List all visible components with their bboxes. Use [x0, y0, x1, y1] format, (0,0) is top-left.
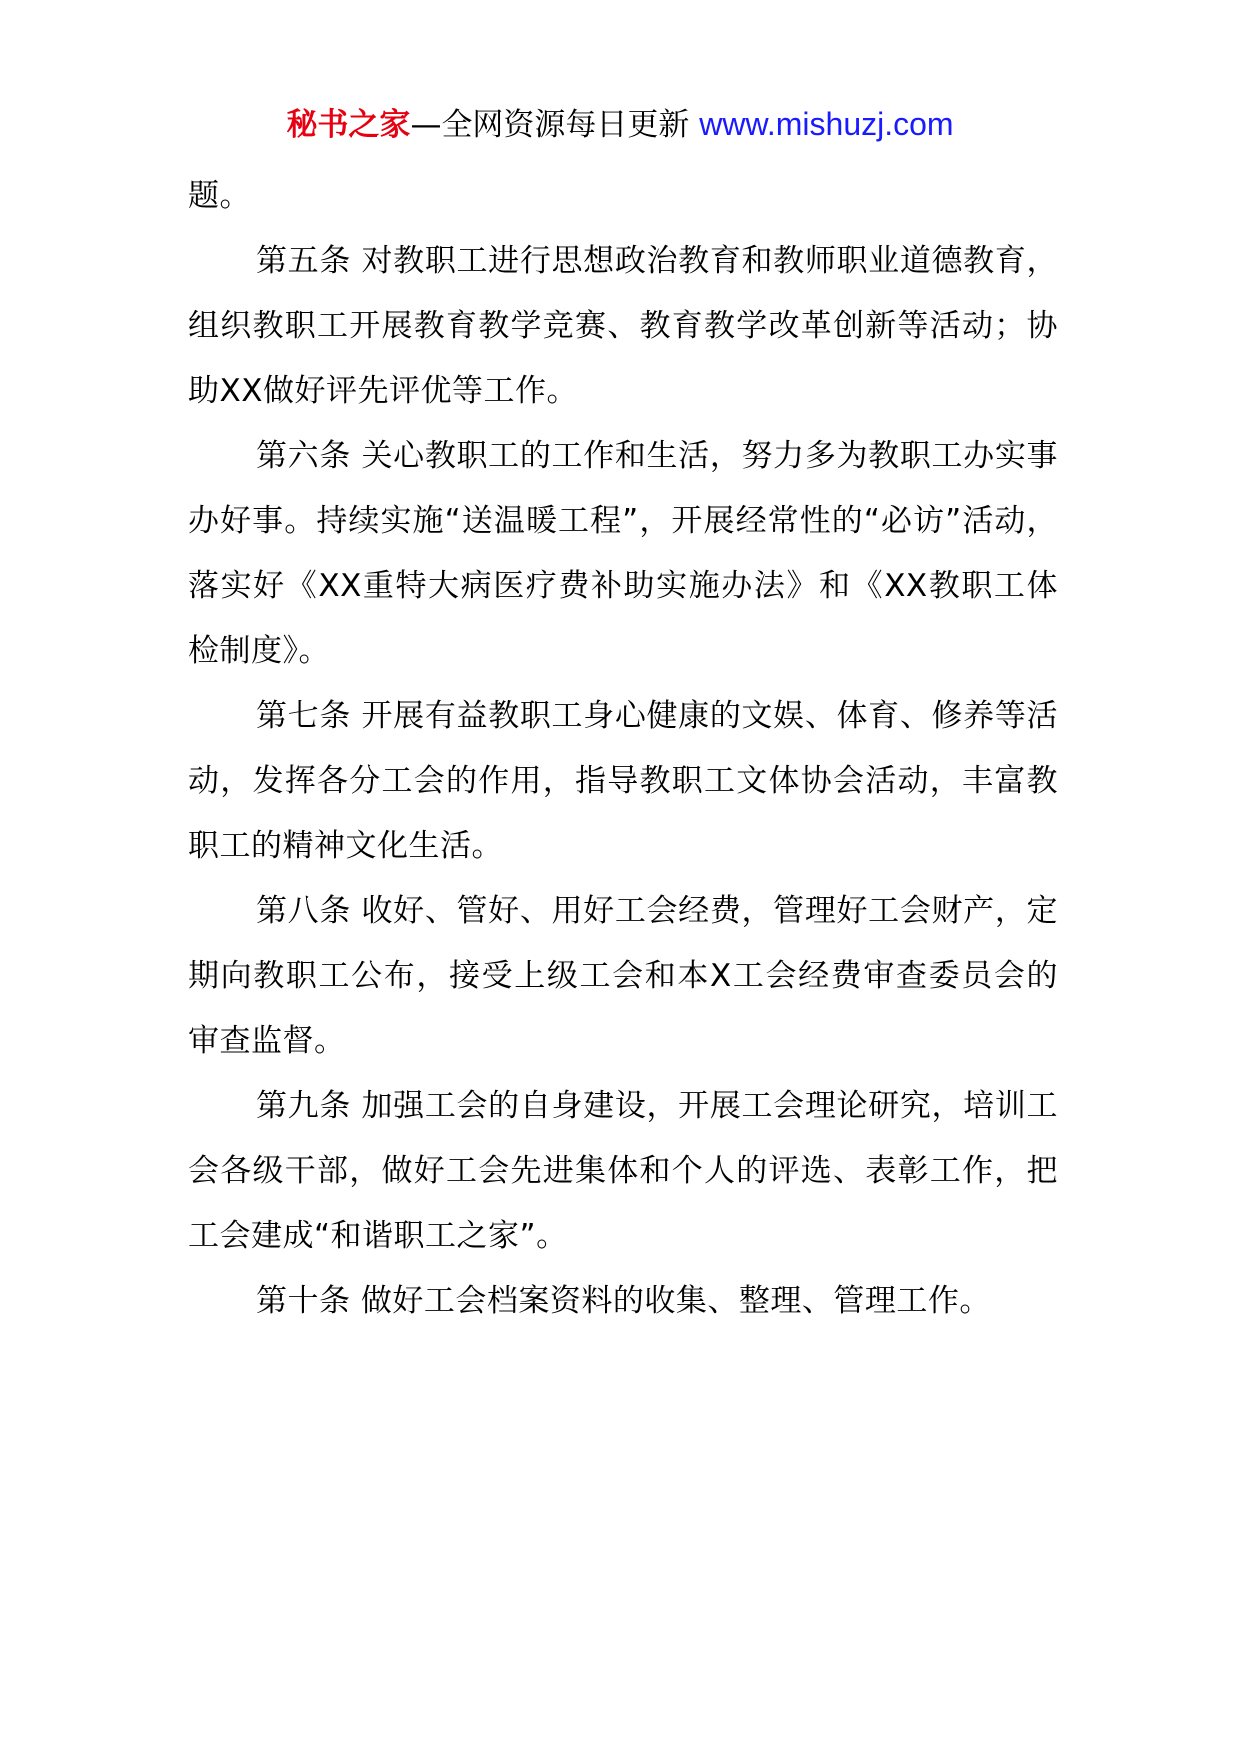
header-tagline: —全网资源每日更新: [410, 107, 700, 143]
header-brand: 秘书之家: [286, 107, 411, 143]
paragraph-continuation: 题。: [188, 178, 251, 214]
header-url-link[interactable]: www.mishuzj.com: [699, 106, 954, 142]
article-6: 第六条 关心教职工的工作和生活，努力多为教职工办实事办好事。持续实施“送温暖工程”，开展经常性的“必访”活动，落实好《XX重特大病医疗费补助实施办法》和《XX教职工体检制度》。: [188, 438, 1058, 669]
article-9: 第九条 加强工会的自身建设，开展工会理论研究，培训工会各级干部，做好工会先进集体和个人的评选、表彰工作，把工会建成“和谐职工之家”。: [188, 1088, 1058, 1254]
article-7: 第七条 开展有益教职工身心健康的文娱、体育、修养等活动，发挥各分工会的作用，指导教职工文体协会活动，丰富教职工的精神文化生活。: [188, 698, 1058, 864]
document-body: [188, 164, 1058, 1334]
page-header: [0, 100, 1240, 149]
article-5: 第五条 对教职工进行思想政治教育和教师职业道德教育，组织教职工开展教育教学竞赛、教育教学改革创新等活动；协助XX做好评先评优等工作。: [188, 243, 1058, 409]
article-10: 第十条 做好工会档案资料的收集、整理、管理工作。: [256, 1283, 991, 1319]
article-8: 第八条 收好、管好、用好工会经费，管理好工会财产，定期向教职工公布，接受上级工会和本X工会经费审查委员会的审查监督。: [188, 893, 1058, 1059]
